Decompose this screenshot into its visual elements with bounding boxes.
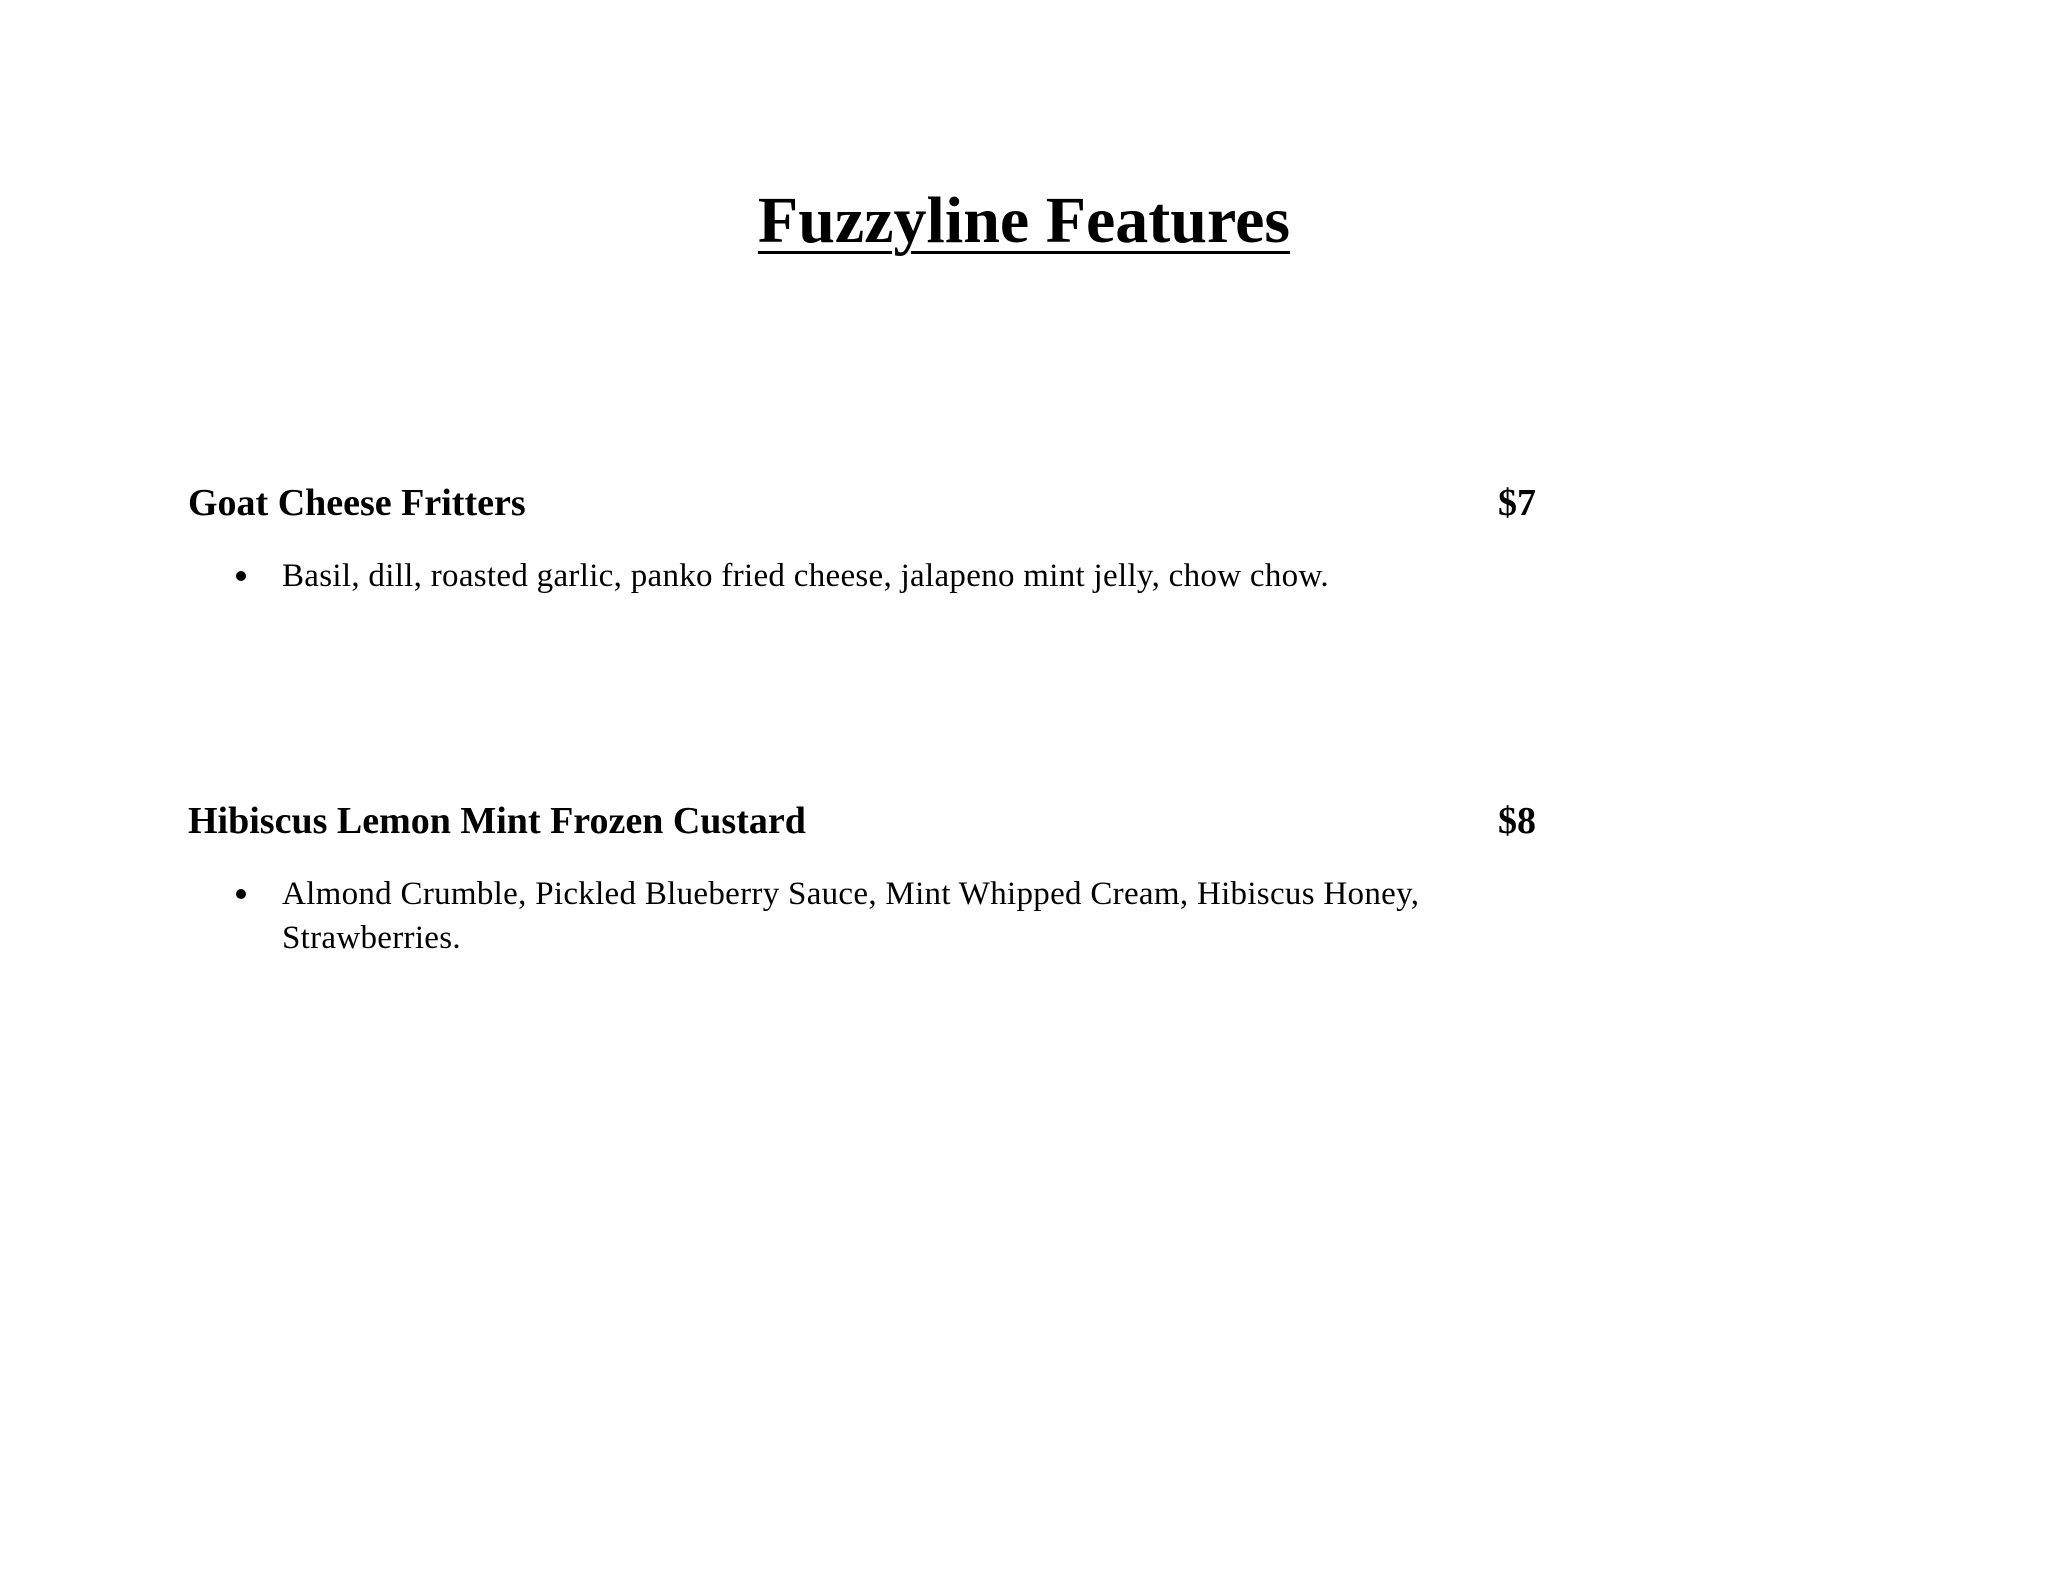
menu-item-description-text: Basil, dill, roasted garlic, panko fried cheese, jalapeno mint jelly, chow chow.: [282, 558, 1329, 594]
menu-item-name: Goat Cheese Fritters: [188, 482, 526, 524]
bullet-icon: [236, 571, 246, 581]
menu-item-goat-cheese-fritters: [188, 479, 1536, 598]
menu-item-description-text: Almond Crumble, Pickled Blueberry Sauce, Mint Whipped Cream, Hibiscus Honey, Strawberries.: [282, 876, 1420, 956]
menu-item-header: [188, 479, 1536, 527]
page-title-text: Fuzzyline Features: [757, 184, 1291, 257]
menu-item-description: [188, 554, 1536, 598]
bullet-icon: [236, 889, 246, 899]
menu-item-description: [188, 872, 1536, 960]
menu-item-description-list: [188, 872, 1536, 960]
menu-item-name: Hibiscus Lemon Mint Frozen Custard: [188, 800, 806, 842]
menu-item-price: $7: [1498, 482, 1536, 524]
menu-item-description-list: [188, 554, 1536, 598]
menu-item-header: [188, 797, 1536, 845]
menu-item-price: $8: [1498, 800, 1536, 842]
menu-item-hibiscus-lemon-mint-frozen-custard: [188, 797, 1536, 960]
page-title: [0, 184, 2048, 257]
